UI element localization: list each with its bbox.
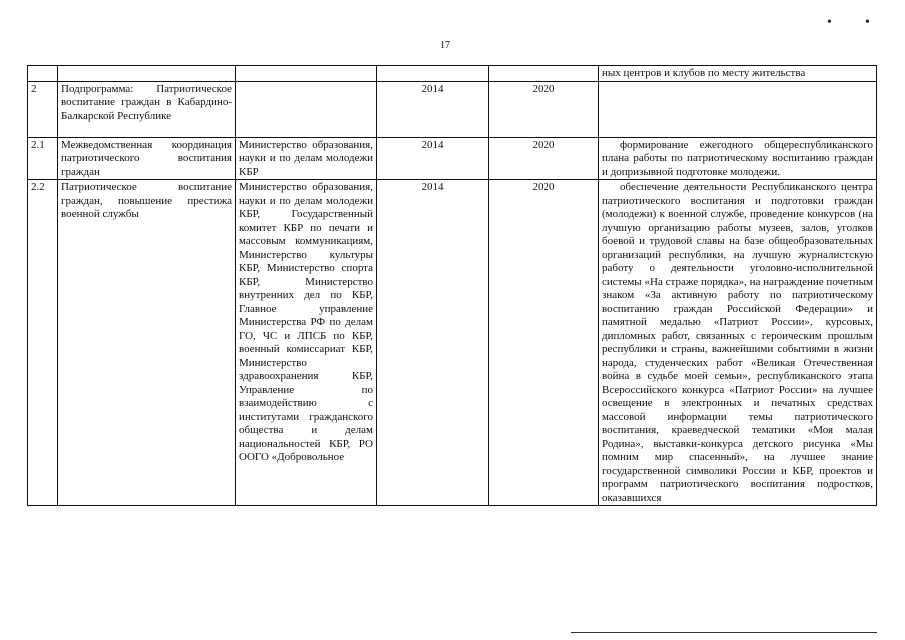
end-year: 2020 <box>489 137 599 180</box>
result-cell: обеспечение деятельности Республиканского центра патриотического воспитания и подготовки граждан (молодежи) к военной службе, проведение конкурсов (на лучшую организацию работы музеев, залов, уголков боевой и трудовой славы на базе общеобразовательных организаций республики, на лучшую журналистскую работу о деятельности уголовно-исполнительной системы «На страже порядка», на награждение почетным знаком «За активную работу по патриотическому воспитанию граждан Российской Федерации» и памятной медалью «Патриот России», курсовых, дипломных работ, связанных с героическим прошлым республики и страны, важнейшими событиями в жизни народа, студенческих работ «Великая Отечественная война в судьбе моей семьи», республиканского этапа Всероссийского конкурса «Патриот России» на лучшее освещение в электронных и печатных средствах массовой информации темы патриотического воспитания, краеведческой тематики «Моя малая Родина», выставки-конкурса детского рисунка «Мы помним мир спасенный», на лучшее знание государственной символики России и КБР, проектов и программ патриотического воспитания подростков, оказавшихся <box>599 180 877 506</box>
result-cell <box>599 81 877 137</box>
table-cell <box>28 66 58 82</box>
page-number: 17 <box>440 40 450 51</box>
start-year: 2014 <box>377 180 489 506</box>
result-cell: формирование ежегодного общереспубликанского плана работы по патриотическому воспитанию граждан и допризывной подготовке молодежи. <box>599 137 877 180</box>
measure-name: Межведомственная координация патриотического воспитания граждан <box>58 137 236 180</box>
table-cell <box>58 66 236 82</box>
program-table <box>27 65 877 506</box>
table-row <box>28 180 877 506</box>
corner-mark: • <box>865 15 870 30</box>
table-cell <box>489 66 599 82</box>
row-number: 2.1 <box>28 137 58 180</box>
executor-cell <box>236 81 377 137</box>
end-year: 2020 <box>489 81 599 137</box>
executor-cell: Министерство образования, науки и по делам молодежи КБР <box>236 137 377 180</box>
start-year: 2014 <box>377 81 489 137</box>
row-number: 2.2 <box>28 180 58 506</box>
result-cell: ных центров и клубов по месту жительства <box>599 66 877 82</box>
table-cell <box>236 66 377 82</box>
executor-cell: Министерство образования, науки и по делам молодежи КБР, Государственный комитет КБР по печати и массовым коммуникациям, Министерство культуры КБР, Министерство спорта КБР, Министерство внутренних дел по КБР, Главное управление Министерства РФ по делам ГО, ЧС и ЛПСБ по КБР, военный комиссариат КБР, Министерство здравоохранения КБР, Управление по взаимодействию с институтами гражданского общества и делам национальностей КБР, РО ООГО «Добровольное <box>236 180 377 506</box>
footer-rule <box>571 632 877 633</box>
table-row <box>28 137 877 180</box>
table-row <box>28 81 877 137</box>
start-year: 2014 <box>377 137 489 180</box>
measure-name: Подпрограмма: Патриотическое воспитание граждан в Кабардино-Балкарской Республике <box>58 81 236 137</box>
end-year: 2020 <box>489 180 599 506</box>
corner-mark: • <box>827 15 832 30</box>
measure-name: Патриотическое воспитание граждан, повышение престижа военной службы <box>58 180 236 506</box>
table-cell <box>377 66 489 82</box>
row-number: 2 <box>28 81 58 137</box>
table-row <box>28 66 877 82</box>
